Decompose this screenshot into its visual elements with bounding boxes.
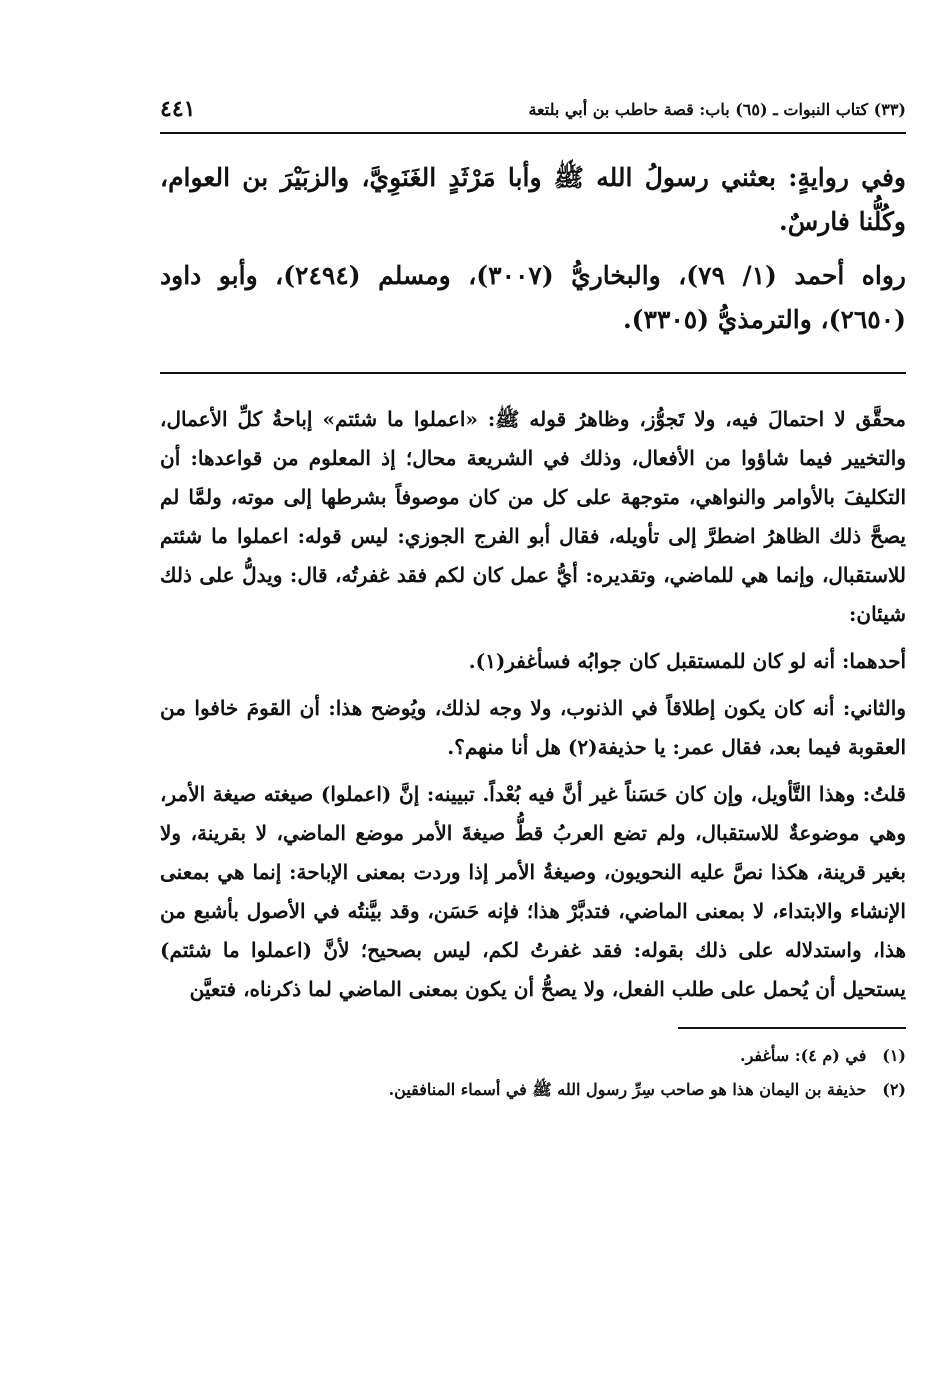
page-number: ٤٤١ <box>160 96 196 122</box>
footnote-number: (١) <box>882 1046 906 1065</box>
footnote-item <box>160 1039 906 1073</box>
footnote-text: حذيفة بن اليمان هذا هو صاحب سِرِّ رسول الله ﷺ في أسماء المنافقين. <box>388 1080 867 1099</box>
commentary-paragraph: والثاني: أنه كان يكون إطلاقاً في الذنوب، ولا وجه لذلك، ويُوضح هذا: أن القومَ خافوا من العقوبة فيما بعد، فقال عمر: يا حذيفة(٢) هل أنا منهم؟. <box>160 696 906 759</box>
commentary-text <box>160 400 906 1009</box>
commentary-paragraph: قلتُ: وهذا التَّأويل، وإن كان حَسَناً غير أنَّ فيه بُعْداً. تبيينه: إنَّ (اعملوا) صيغته صيغة الأمر، وهي موضوعةٌ للاستقبال، ولم تضع العربُ قطُّ صيغةَ الأمر موضع الماضي، لا بقرينة، ولا بغير قرينة، هكذا نصَّ عليه النحويون، وصيغةُ الأمر إذا وردت بمعنى الإباحة: إنما هي بمعنى الإنشاء والابتداء، لا بمعنى الماضي، فتدبَّرْ هذا؛ فإنه حَسَن، وقد بيَّنتُه في الأصول بأشبع من هذا، واستدلاله على ذلك بقوله: فقد غفرتُ لكم، ليس بصحيح؛ لأنَّ (اعملوا ما شئتم) يستحيل أن يُحمل على طلب الفعل، ولا يصحُّ أن يكون بمعنى الماضي لما ذكرناه، فتعيَّن <box>160 782 906 1001</box>
footnote-item <box>160 1073 906 1107</box>
running-header <box>160 92 906 134</box>
header-title: (٣٣) كتاب النبوات ـ (٦٥) باب: قصة حاطب بن أبي بلتعة <box>528 100 906 119</box>
book-page <box>160 92 906 1107</box>
hadith-citation: رواه أحمد (١/ ٧٩)، والبخاريُّ (٣٠٠٧)، ومسلم (٢٤٩٤)، وأبو داود (٢٦٥٠)، والترمذيُّ (٣٣٠٥). <box>160 261 906 334</box>
commentary-paragraph: محقَّق لا احتمالَ فيه، ولا تَجوُّز، وظاهرُ قوله ﷺ: «اعملوا ما شئتم» إباحةُ كلِّ الأعمال، والتخيير فيما شاؤوا من الأفعال، وذلك في الشريعة محال؛ إذ المعلوم من قواعدها: أن التكليفَ بالأوامر والنواهي، متوجهة على كل من كان موصوفاً بشرطها إلى موته، ولمَّا لم يصحَّ ذلك الظاهرُ اضطرَّ إلى تأويله، فقال أبو الفرج الجوزي: ليس قوله: اعملوا ما شئتم للاستقبال، وإنما هي للماضي، وتقديره: أيُّ عمل كان لكم فقد غفرتُه، قال: ويدلُّ على ذلك شيئان: <box>160 407 906 626</box>
hadith-paragraph: وفي روايةٍ: بعثني رسولُ الله ﷺ وأبا مَرْثَدٍ الغَنَوِيَّ، والزبَيْرَ بن العوام، وكُلُّنا فارسٌ. <box>160 163 906 236</box>
commentary-paragraph: أحدهما: أنه لو كان للمستقبل كان جوابُه فسأغفر(١). <box>468 649 906 673</box>
hadith-text <box>160 156 906 342</box>
footnote-number: (٢) <box>882 1080 906 1099</box>
footnote-text: في (م ٤): سأغفر. <box>740 1046 867 1065</box>
section-divider <box>160 372 906 374</box>
footnotes <box>160 1039 906 1107</box>
footnote-divider <box>678 1027 906 1029</box>
